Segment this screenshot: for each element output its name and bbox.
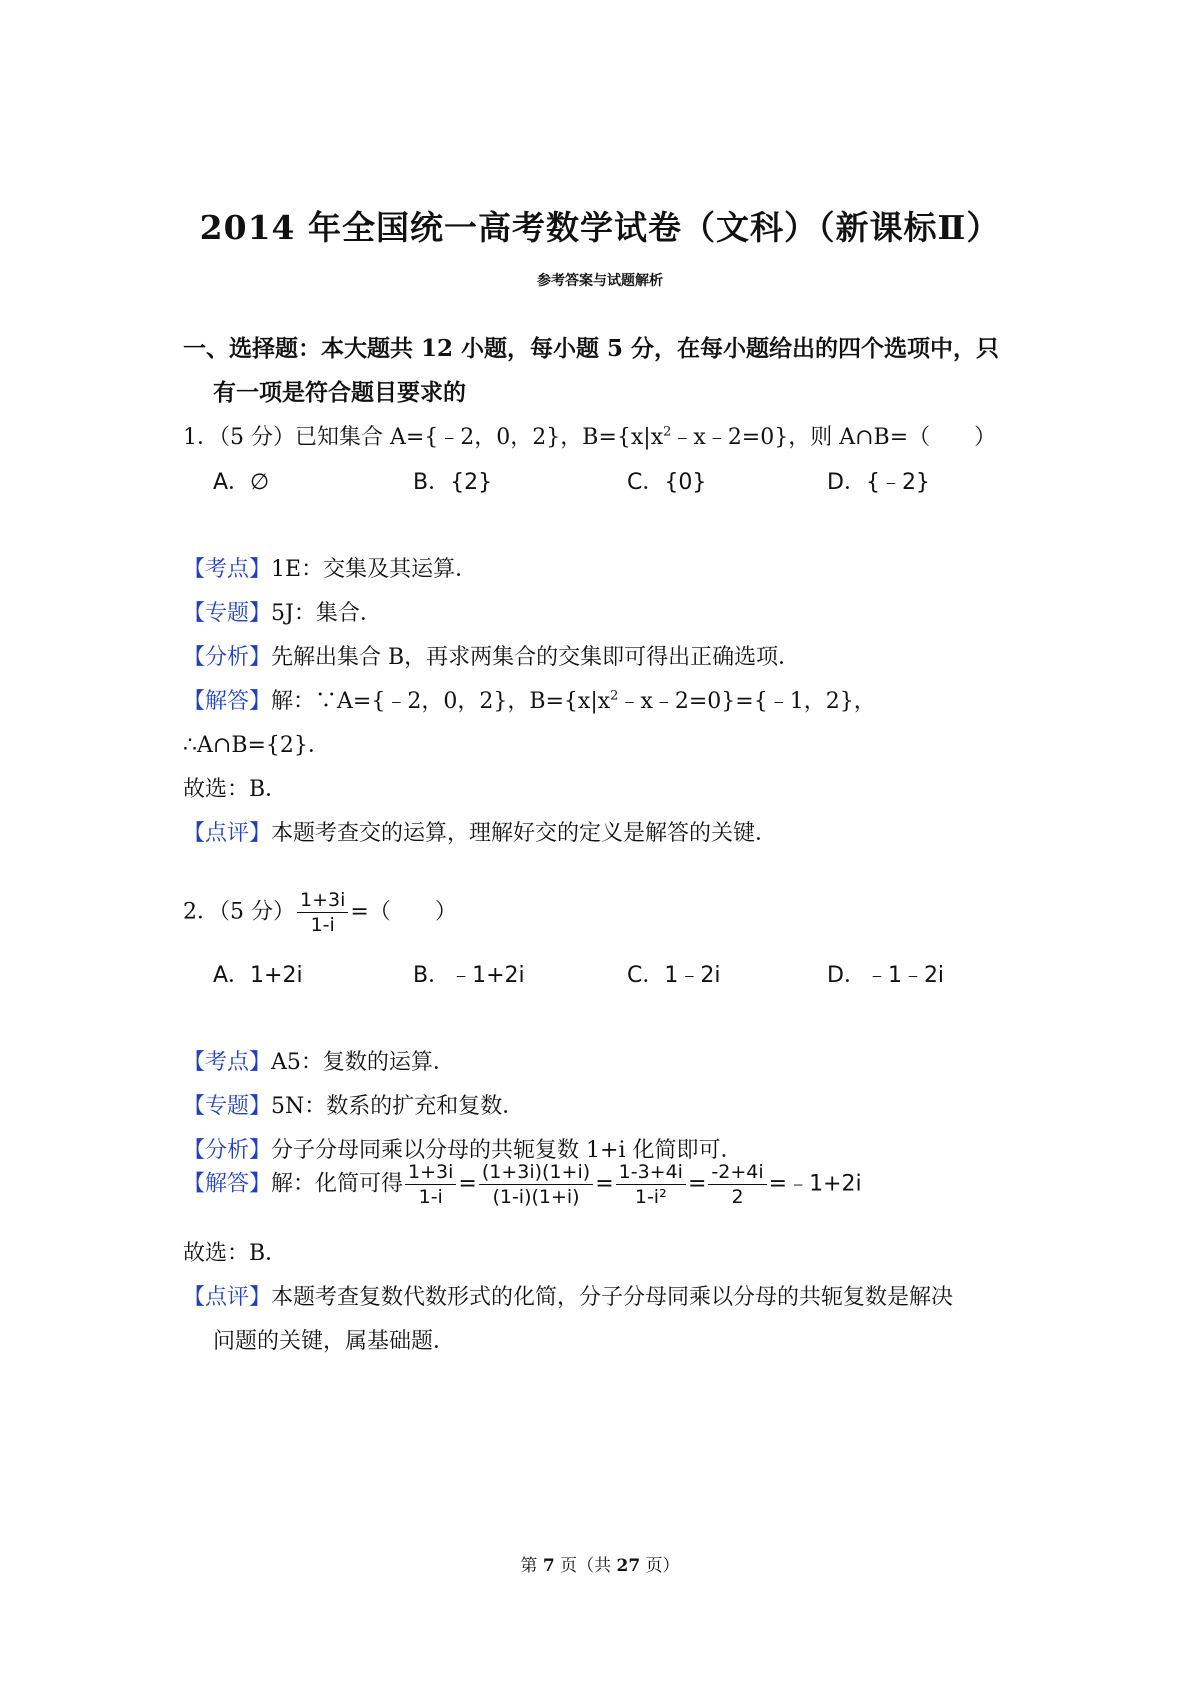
q1-kaodian: 【考点】1E：交集及其运算．	[183, 557, 478, 582]
q2-jieda-fraction-4: $\frac{-2+4i}{2}$	[708, 1160, 766, 1209]
q2-zhuanti: 【专题】5N：数系的扩充和复数．	[183, 1094, 525, 1119]
section-heading-line2: 有一项是符合题目要求的	[213, 379, 466, 406]
q1-option-a: A．∅	[213, 470, 270, 495]
q2-option-b: B．﹣1+2i	[413, 963, 525, 988]
page-footer: 第 7 页（共 27 页）	[520, 1556, 680, 1576]
q1-jieda: 【解答】解：∵A={﹣2，0，2}，$B=\{x|x^2﹣x﹣2=0\}=\{﹣1$，2}，	[183, 688, 876, 714]
q2-stem: 2．（5 分） $\frac{1+3i}{1-i}$ =（ ）	[183, 889, 457, 936]
page-title: 2014 年全国统一高考数学试卷（文科）（新课标Ⅱ）	[199, 208, 1001, 247]
q2-option-d: D．﹣1﹣2i	[827, 963, 945, 988]
q2-jieda-fraction-3: $\frac{1-3+4i}{\text{1-i²}}$	[616, 1160, 686, 1209]
q1-zhuanti: 【专题】5J：集合．	[183, 601, 382, 626]
q1-fenxi: 【分析】先解出集合 B，再求两集合的交集即可得出正确选项．	[183, 645, 801, 670]
q2-choose: 故选：B．	[183, 1241, 288, 1266]
q2-option-c: C．1﹣2i	[627, 963, 721, 988]
q2-dianping-line2: 问题的关键，属基础题．	[213, 1329, 456, 1354]
q1-stem: 1．（5 分）已知集合 A={﹣2，0，2}，$B=\{x|x^2﹣x﹣2=0\}$，则 A∩B=（ ）	[183, 424, 997, 450]
q2-jieda-fraction-2: $\frac{(1+3i)(1+i)}{(1-i)(1+i)}$	[479, 1160, 593, 1209]
q1-therefore: ∴A∩B={2}．	[183, 733, 330, 758]
q2-option-a: A．1+2i	[213, 963, 303, 988]
page-subtitle: 参考答案与试题解析	[537, 273, 663, 289]
q2-jieda: 【解答】解：化简可得 $\frac{1+3i}{1-i}$ = $\frac{(1+3i)(1+i)}{(1-i)(1+i)}$ = $\frac{1-3+4i}{\text{1-i²}}$ = $\frac{-2+4i}{2}$ =﹣1+2i	[183, 1161, 862, 1208]
q2-jieda-fraction-1: $\frac{1+3i}{1-i}$	[405, 1160, 456, 1209]
q1-option-b: B．{2}	[413, 470, 493, 495]
section-heading-line1: 一、选择题：本大题共 12 小题，每小题 5 分，在每小题给出的四个选项中，只	[183, 335, 1000, 362]
q1-option-d: D．{﹣2}	[827, 470, 930, 495]
q1-choose: 故选：B．	[183, 777, 288, 802]
q2-dianping-line1: 【点评】本题考查复数代数形式的化简，分子分母同乘以分母的共轭复数是解决	[183, 1285, 954, 1310]
q2-kaodian: 【考点】A5：复数的运算．	[183, 1050, 455, 1075]
q1-dianping: 【点评】本题考查交的运算，理解好交的定义是解答的关键．	[183, 821, 778, 846]
q1-option-c: C．{0}	[627, 470, 707, 495]
q2-fenxi: 【分析】分子分母同乘以分母的共轭复数 1+i 化简即可．	[183, 1138, 743, 1163]
q2-stem-fraction: $\frac{1+3i}{1-i}$	[297, 888, 348, 937]
